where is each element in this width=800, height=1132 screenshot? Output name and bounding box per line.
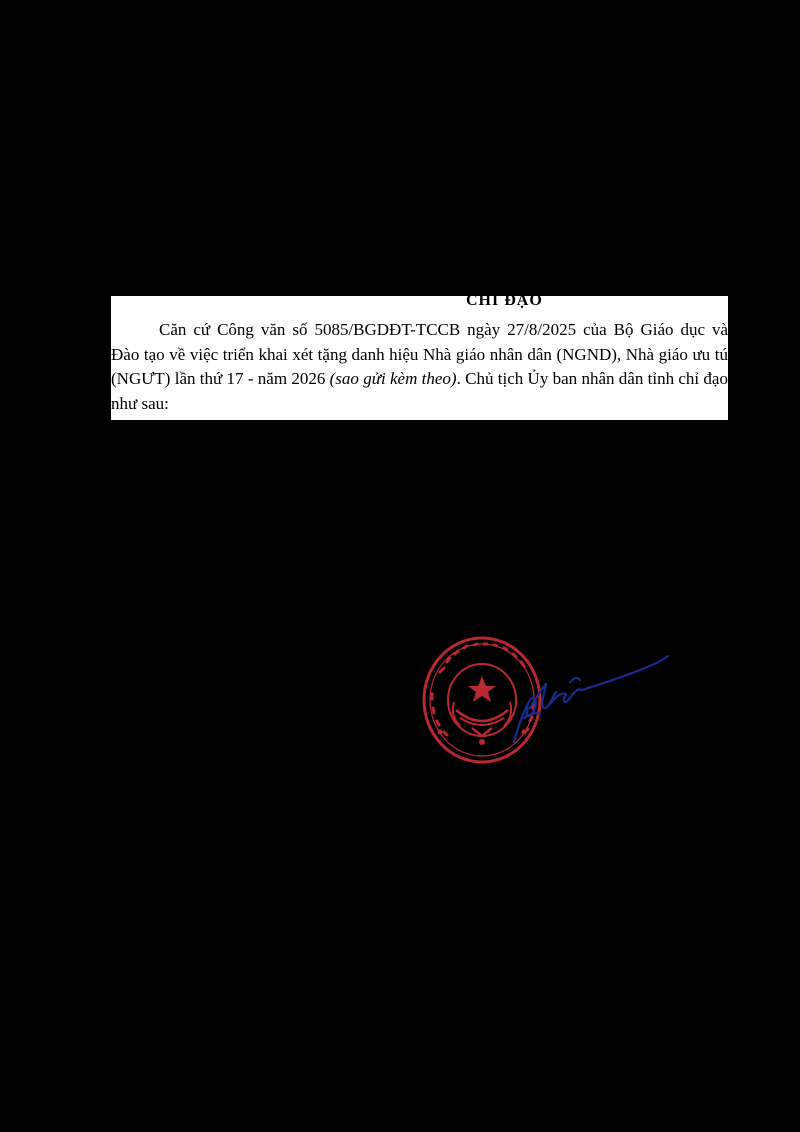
body-text-part2: . Chủ tịch Ủy ban nhân dân tỉnh chỉ đạo như sau: [111, 369, 728, 413]
text-excerpt-box [111, 292, 728, 420]
signature [500, 648, 672, 748]
body-paragraph [111, 318, 728, 416]
body-text-part1: Căn cứ Công văn số 5085/BGDĐT-TCCB ngày 27/8/2025 của Bộ Giáo dục và Đào tạo về việc triển khai xét tặng danh hiệu Nhà giáo nhân dân (NGND), Nhà giáo ưu tú (NGƯT) lần thứ 17 - năm 2026 [111, 320, 728, 388]
body-text-italic: (sao gửi kèm theo) [329, 369, 457, 388]
signature-icon [500, 648, 672, 748]
clipped-heading: CHỈ ĐẠO [466, 292, 543, 309]
clipped-heading-line [111, 292, 728, 309]
